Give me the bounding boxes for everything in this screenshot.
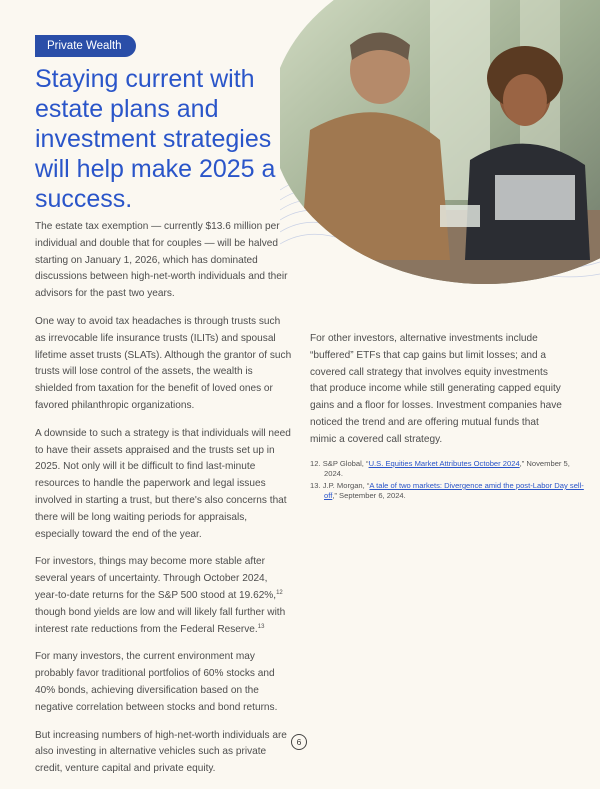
- section-tag: Private Wealth: [35, 35, 136, 57]
- paragraph: A downside to such a strategy is that individuals will need to have their assets appraised and the trusts set up in 2025. Not only will it be difficult to find last-minute resources to handle the paperwork and legal issues involved in starting a trust, but there's also concerns that there will be long waiting periods for appraisals, especially toward the end of the year.: [35, 427, 291, 540]
- paragraph: But increasing numbers of high-net-worth individuals are also investing in alternative vehicles such as private credit, venture capital and private equity.: [35, 729, 287, 775]
- footnote-text: J.P. Morgan, “: [322, 481, 370, 490]
- page-title: Staying current with estate plans and investment strategies will help make 2025 a success.: [35, 65, 276, 213]
- footnote-ref: 13: [257, 623, 265, 630]
- footnote-text: ,” November 5, 2024.: [324, 459, 570, 479]
- footnote-number: 12.: [310, 459, 321, 468]
- paragraph-text: For investors, things may become more stable after several years of uncertainty. Through October 2024, year-to-date returns for the S&P 500 stood at 19.62%,: [35, 556, 277, 601]
- footnote-text: S&P Global, “: [322, 459, 369, 468]
- body-left-column: [35, 219, 293, 789]
- paragraph: The estate tax exemption — currently $13.6 million per individual and double that for couples — will be halved starting on January 1, 2026, which has dominated discussions between high-net-worth individuals and their advisors for the past two years.: [35, 221, 288, 300]
- footnote-link[interactable]: U.S. Equities Market Attributes October 2024: [368, 459, 520, 468]
- paragraph: One way to avoid tax headaches is through trusts such as irrevocable life insurance trusts (ILITs) and spousal lifetime asset trusts (SLATs). Although the grantor of such trusts will lose control of the assets, the wealth is shielded from taxation for the benefit of loved ones or favored philanthropic organizations.: [35, 315, 292, 411]
- page-number: 6: [291, 734, 307, 750]
- footnote: [310, 459, 584, 479]
- footnote-number: 13.: [310, 481, 321, 490]
- footnote: [310, 481, 584, 501]
- footnote-text: ,” September 6, 2024.: [332, 491, 406, 501]
- footnote-link[interactable]: A tale of two markets: Divergence amid the post-Labor Day sell-off: [324, 481, 584, 501]
- paragraph: [35, 554, 293, 638]
- two-people-meeting-photo: [280, 0, 600, 285]
- paragraph-text: though bond yields are low and will likely fall further with interest rate reductions from the Federal Reserve.: [35, 606, 286, 635]
- body-right-column: [310, 331, 566, 460]
- paragraph: For other investors, alternative investments include “buffered” ETFs that cap gains but limit losses; and a covered call strategy that involves equity investments that produce income while still generating capped equity gains and a floor for losses. Investment companies have noticed the trend and are offering mutual funds that mimic a covered call strategy.: [310, 333, 562, 445]
- footnote-ref: 12: [276, 589, 283, 596]
- paragraph: For many investors, the current environment may probably favor traditional portfolios of 60% stocks and 40% bonds, achieving diversification based on the negative correlation between stocks and bond returns.: [35, 651, 278, 713]
